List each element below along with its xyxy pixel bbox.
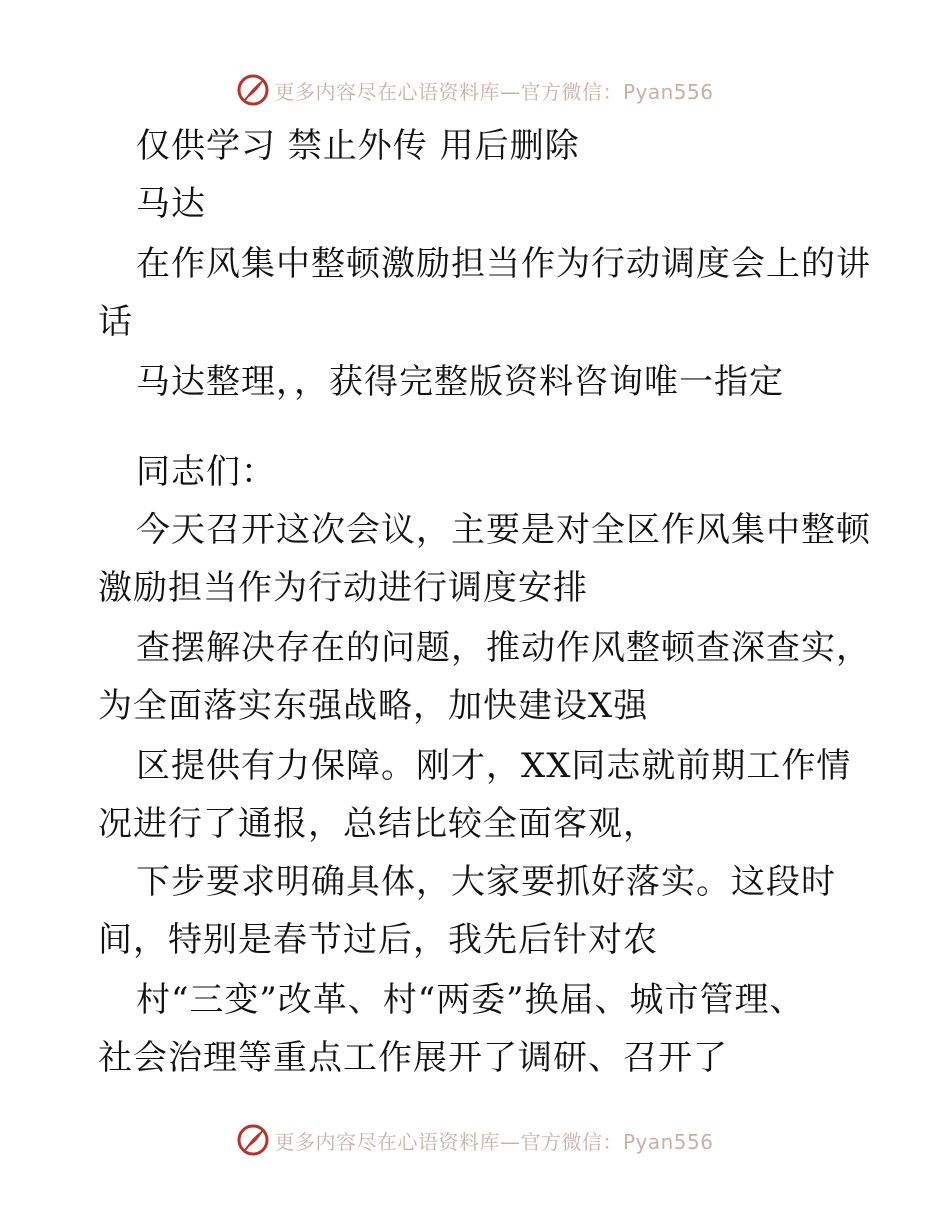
paragraph-line: 间，特别是春节过后，我先后针对农 [98,920,658,960]
feather-logo-icon [236,1123,270,1157]
paragraph-line: 村“三变”改革、村“两委”换届、城市管理、 [136,980,805,1020]
paragraph-line: 区提供有力保障。刚才，XX同志就前期工作情 [136,746,852,786]
document-title-line-1: 在作风集中整顿激励担当作为行动调度会上的讲 [136,244,871,284]
paragraph-line: 激励担当作为行动进行调度安排 [98,568,588,608]
paragraph-line: 社会治理等重点工作展开了调研、召开了 [98,1038,728,1078]
document-title-line-2: 话 [98,302,133,342]
author-line: 马达 [136,184,206,224]
salutation-line: 同志们： [136,452,276,492]
paragraph-line: 今天召开这次会议，主要是对全区作风集中整顿 [136,510,871,550]
paragraph-line: 下步要求明确具体，大家要抓好落实。这段时 [136,862,836,902]
footer-watermark-banner [0,1120,950,1160]
paragraph-line: 为全面落实东强战略，加快建设X强 [98,686,649,726]
feather-logo-icon [236,73,270,107]
source-line: 马达整理，，获得完整版资料咨询唯一指定 [136,362,784,402]
header-watermark-banner [0,70,950,110]
header-banner-text: 更多内容尽在心语资料库—官方微信：Pyan556 [274,79,714,104]
paragraph-line: 况进行了通报，总结比较全面客观， [98,804,658,844]
notice-line: 仅供学习 禁止外传 用后删除 [136,126,580,166]
footer-banner-text: 更多内容尽在心语资料库—官方微信：Pyan556 [274,1129,714,1154]
paragraph-line: 查摆解决存在的问题，推动作风整顿查深查实， [136,628,871,668]
